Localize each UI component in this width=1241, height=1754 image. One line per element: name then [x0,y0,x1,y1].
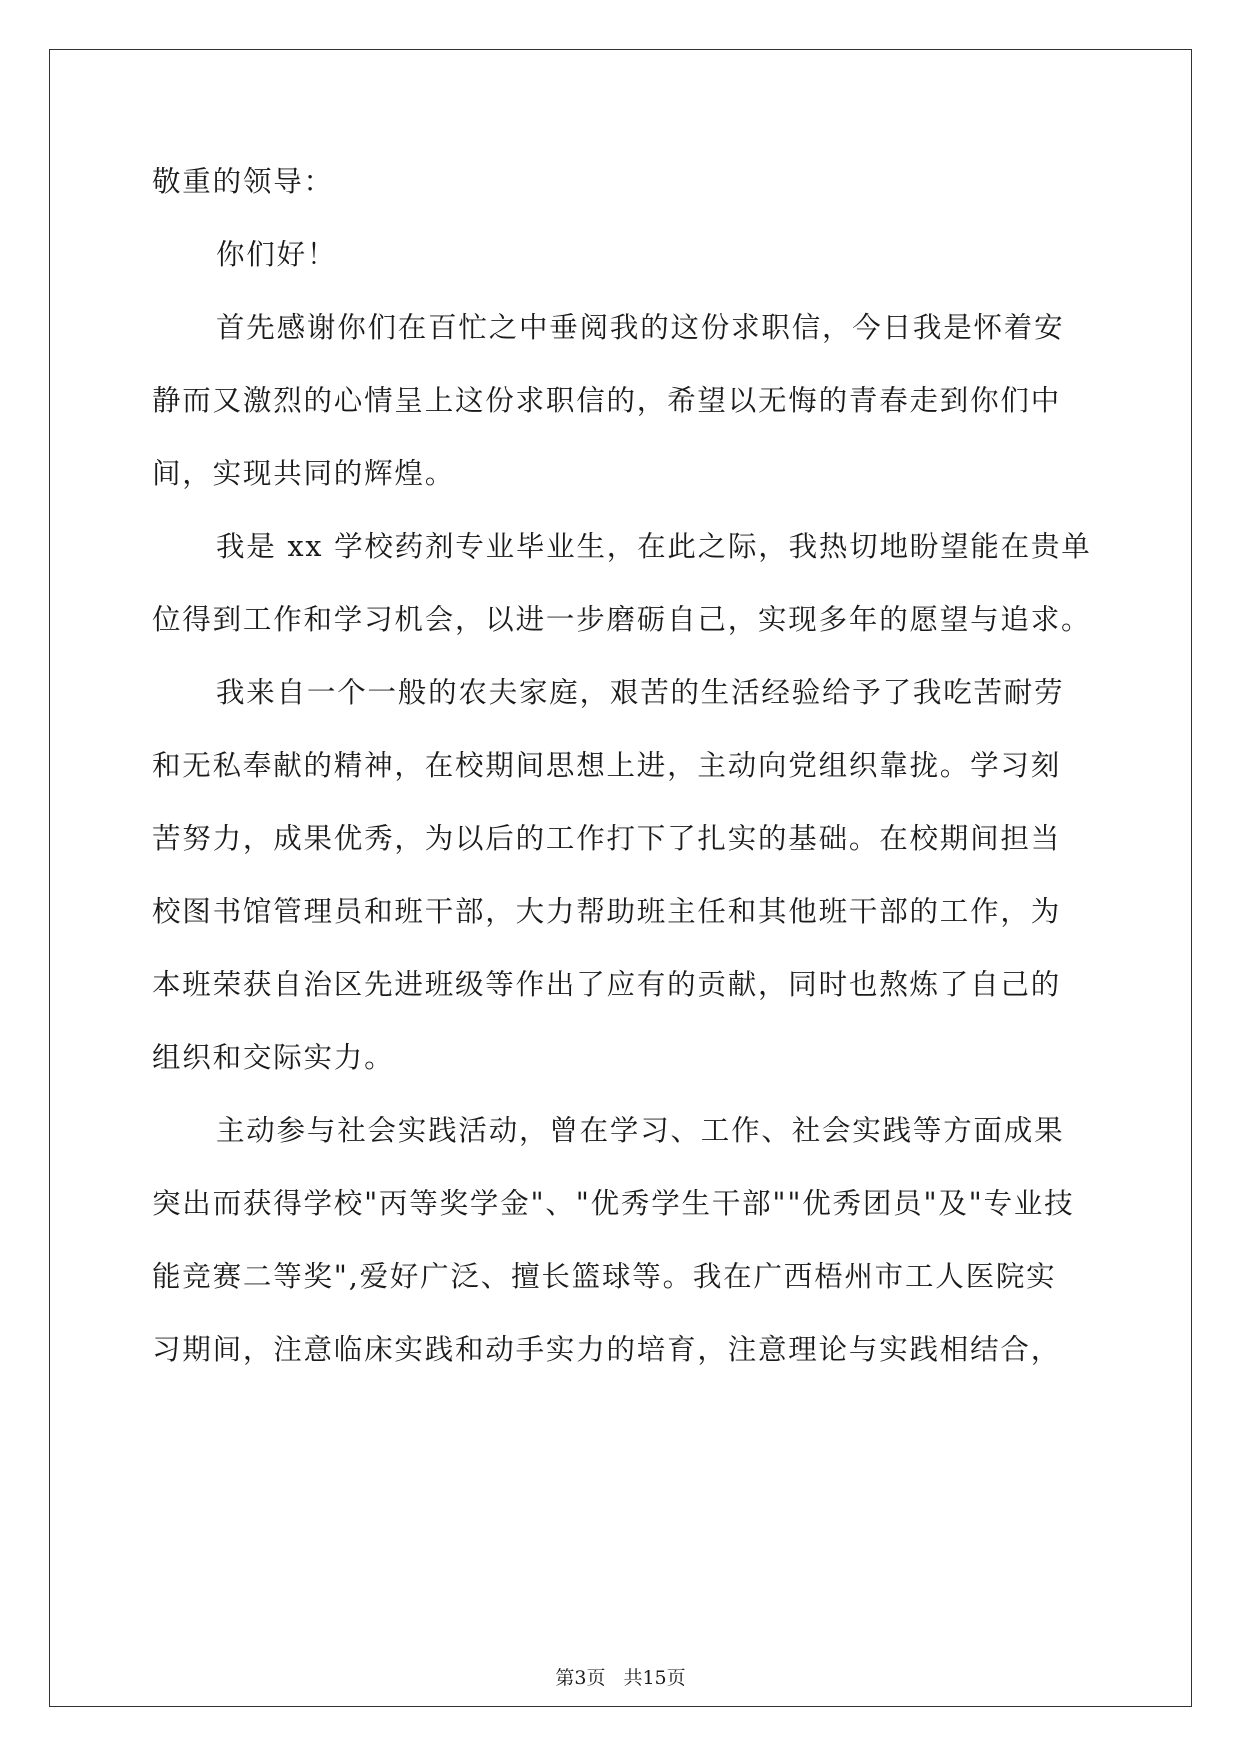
paragraph-line: 位得到工作和学习机会，以进一步磨砺自己，实现多年的愿望与追求。 [152,603,1092,636]
page-footer [0,1666,1241,1690]
paragraph-line: 和无私奉献的精神，在校期间思想上进，主动向党组织靠拢。学习刻 [152,749,1062,782]
paragraph-line: 我来自一个一般的农夫家庭，艰苦的生活经验给予了我吃苦耐劳 [216,676,1065,709]
paragraph-line: 校图书馆管理员和班干部，大力帮助班主任和其他班干部的工作，为 [152,895,1062,928]
paragraph-line: 能竞赛二等奖",爱好广泛、擅长篮球等。我在广西梧州市工人医院实 [152,1260,1057,1293]
paragraph-line: 首先感谢你们在百忙之中垂阅我的这份求职信，今日我是怀着安 [216,311,1065,344]
paragraph-line: 习期间，注意临床实践和动手实力的培育，注意理论与实践相结合， [152,1333,1062,1366]
paragraph-line: 间，实现共同的辉煌。 [152,457,456,490]
paragraph-line: 我是 xx 学校药剂专业毕业生，在此之际，我热切地盼望能在贵单 [216,530,1092,563]
paragraph-line: 本班荣获自治区先进班级等作出了应有的贡献，同时也熬炼了自己的 [152,968,1062,1001]
page-total: 共15页 [623,1667,686,1689]
salutation-line: 敬重的领导： [152,165,334,198]
page-number: 第3页 [555,1667,606,1689]
page-frame [49,49,1192,1707]
paragraph-line: 苦努力，成果优秀，为以后的工作打下了扎实的基础。在校期间担当 [152,822,1062,855]
paragraph-line: 突出而获得学校"丙等奖学金"、"优秀学生干部""优秀团员"及"专业技 [152,1187,1075,1220]
paragraph-line: 静而又激烈的心情呈上这份求职信的，希望以无悔的青春走到你们中 [152,384,1062,417]
paragraph-line: 组织和交际实力。 [152,1041,395,1074]
paragraph-line: 主动参与社会实践活动，曾在学习、工作、社会实践等方面成果 [216,1114,1065,1147]
greeting-line: 你们好！ [216,238,338,271]
